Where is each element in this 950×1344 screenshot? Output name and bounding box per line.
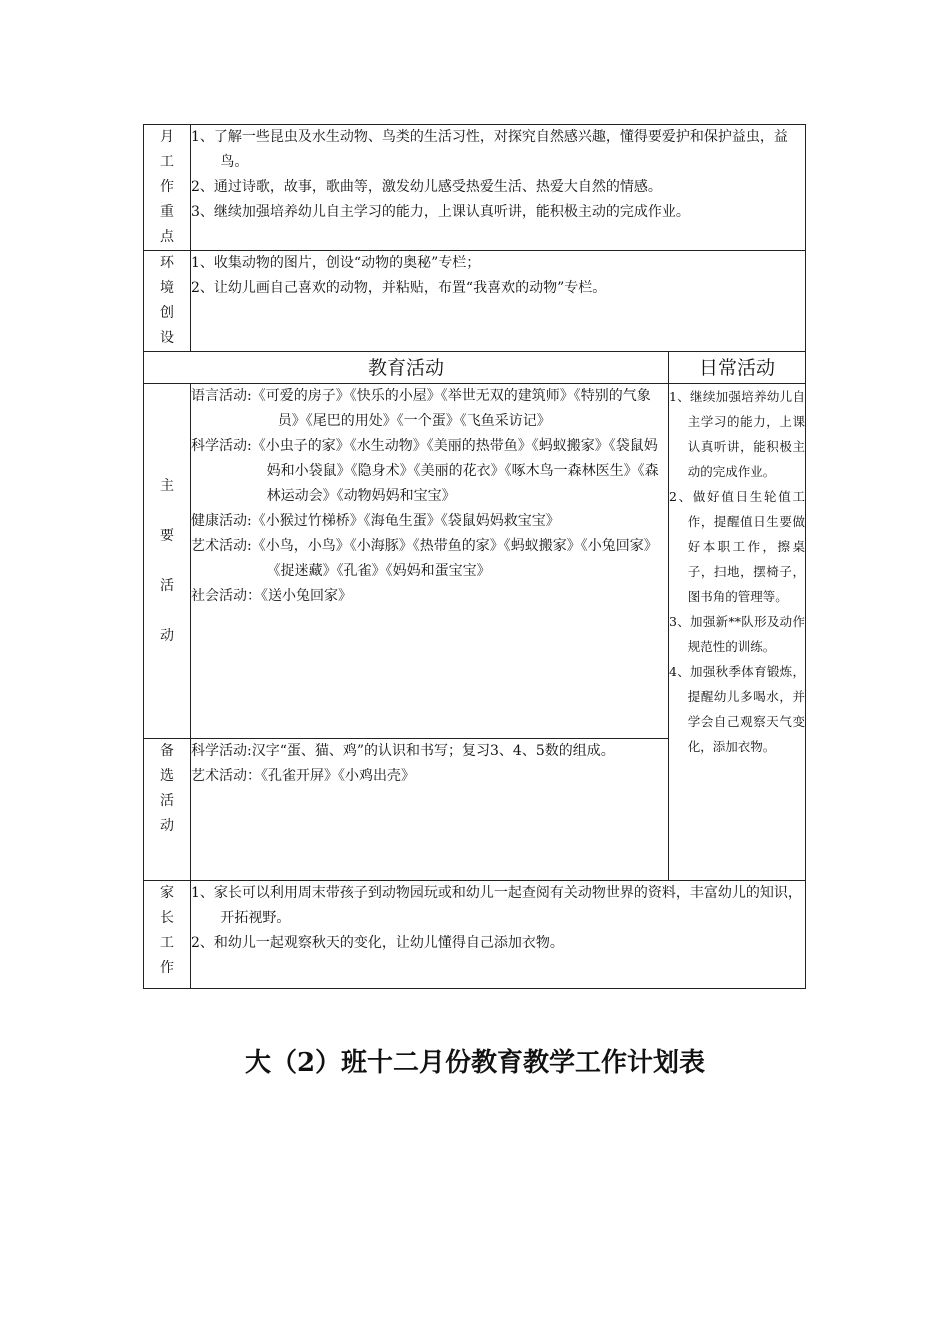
- row-headers: [144, 352, 806, 384]
- label-char: 重: [160, 204, 174, 220]
- list-item: 2、和幼儿一起观察秋天的变化，让幼儿懂得自己添加衣物。: [191, 935, 564, 951]
- label-char: 点: [160, 229, 174, 245]
- header-education: 教育活动: [144, 352, 669, 384]
- list-item: 3、加强新**队形及动作规范性的训练。: [669, 614, 805, 654]
- content-main-activities: [191, 384, 669, 739]
- content-optional-activities: [191, 739, 669, 881]
- list-item: 艺术活动:《小鸟，小鸟》《小海豚》《热带鱼的家》《蚂蚁搬家》《小兔回家》《捉迷藏》《孔雀》《妈妈和蛋宝宝》: [191, 538, 658, 579]
- label-parents: [144, 881, 191, 989]
- label-char: 创: [160, 305, 174, 321]
- label-char: 境: [160, 280, 174, 296]
- plan-table: [143, 124, 806, 989]
- label-char: 工: [160, 935, 174, 951]
- label-char: 主: [160, 478, 174, 494]
- label-monthly-focus: [144, 125, 191, 251]
- content-parents: [191, 881, 806, 989]
- label-optional-activities: [144, 739, 191, 881]
- list-item: 艺术活动：《孔雀开屏》《小鸡出壳》: [191, 768, 415, 784]
- content-daily-activities: [669, 384, 806, 881]
- label-char: 环: [160, 255, 174, 271]
- label-char: 要: [160, 528, 174, 544]
- label-char: 选: [160, 768, 174, 784]
- label-char: 家: [160, 885, 174, 901]
- label-main-activities: [144, 384, 191, 739]
- row-environment: [144, 251, 806, 352]
- list-item: 1、继续加强培养幼儿自主学习的能力，上课认真听讲，能积极主动的完成作业。: [669, 389, 805, 479]
- label-char: 作: [160, 179, 174, 195]
- list-item: 1、了解一些昆虫及水生动物、鸟类的生活习性，对探究自然感兴趣，懂得要爱护和保护益虫，益鸟。: [191, 129, 788, 170]
- list-item: 4、加强秋季体育锻炼，提醒幼儿多喝水，并学会自己观察天气变化，添加衣物。: [669, 664, 805, 754]
- label-char: 作: [160, 960, 174, 976]
- content-environment: [191, 251, 806, 352]
- list-item: 2、通过诗歌，故事，歌曲等，激发幼儿感受热爱生活、热爱大自然的情感。: [191, 179, 662, 195]
- list-item: 2、让幼儿画自己喜欢的动物，并粘贴，布置“我喜欢的动物”专栏。: [191, 280, 607, 296]
- list-item: 2、做好值日生轮值工作，提醒值日生要做好本职工作，擦桌子，扫地，摆椅子，图书角的管理等。: [669, 489, 805, 604]
- label-char: 设: [160, 330, 174, 346]
- label-char: 工: [160, 154, 174, 170]
- label-char: 长: [160, 910, 174, 926]
- label-char: 动: [160, 818, 174, 834]
- header-daily: 日常活动: [669, 352, 806, 384]
- list-item: 语言活动:《可爱的房子》《快乐的小屋》《举世无双的建筑师》《特别的气象员》《尾巴的用处》《一个蛋》《飞鱼采访记》: [191, 388, 651, 429]
- list-item: 社会活动：《送小兔回家》: [191, 588, 352, 604]
- row-parents: [144, 881, 806, 989]
- label-char: 备: [160, 743, 174, 759]
- label-char: 月: [160, 129, 174, 145]
- label-char: 活: [160, 578, 174, 594]
- label-char: 动: [160, 628, 174, 644]
- label-char: 活: [160, 793, 174, 809]
- label-environment: [144, 251, 191, 352]
- row-monthly-focus: [144, 125, 806, 251]
- content-monthly-focus: [191, 125, 806, 251]
- list-item: 3、继续加强培养幼儿自主学习的能力，上课认真听讲，能积极主动的完成作业。: [191, 204, 690, 220]
- next-page-title: 大（2）班十二月份教育教学工作计划表: [244, 1048, 706, 1078]
- list-item: 1、收集动物的图片，创设“动物的奥秘”专栏；: [191, 255, 481, 271]
- list-item: 科学活动:《小虫子的家》《水生动物》《美丽的热带鱼》《蚂蚁搬家》《袋鼠妈妈和小袋鼠》《隐身术》《美丽的花衣》《啄木鸟一森林医生》《森林运动会》《动物妈妈和宝宝》: [191, 438, 659, 504]
- row-main-activities: [144, 384, 806, 739]
- list-item: 科学活动:汉字“蛋、猫、鸡”的认识和书写；复习3、4、5数的组成。: [191, 743, 615, 759]
- list-item: 健康活动:《小猴过竹梯桥》《海龟生蛋》《袋鼠妈妈救宝宝》: [191, 513, 560, 529]
- list-item: 1、家长可以利用周末带孩子到动物园玩或和幼儿一起查阅有关动物世界的资料，丰富幼儿的知识，开拓视野。: [191, 885, 802, 926]
